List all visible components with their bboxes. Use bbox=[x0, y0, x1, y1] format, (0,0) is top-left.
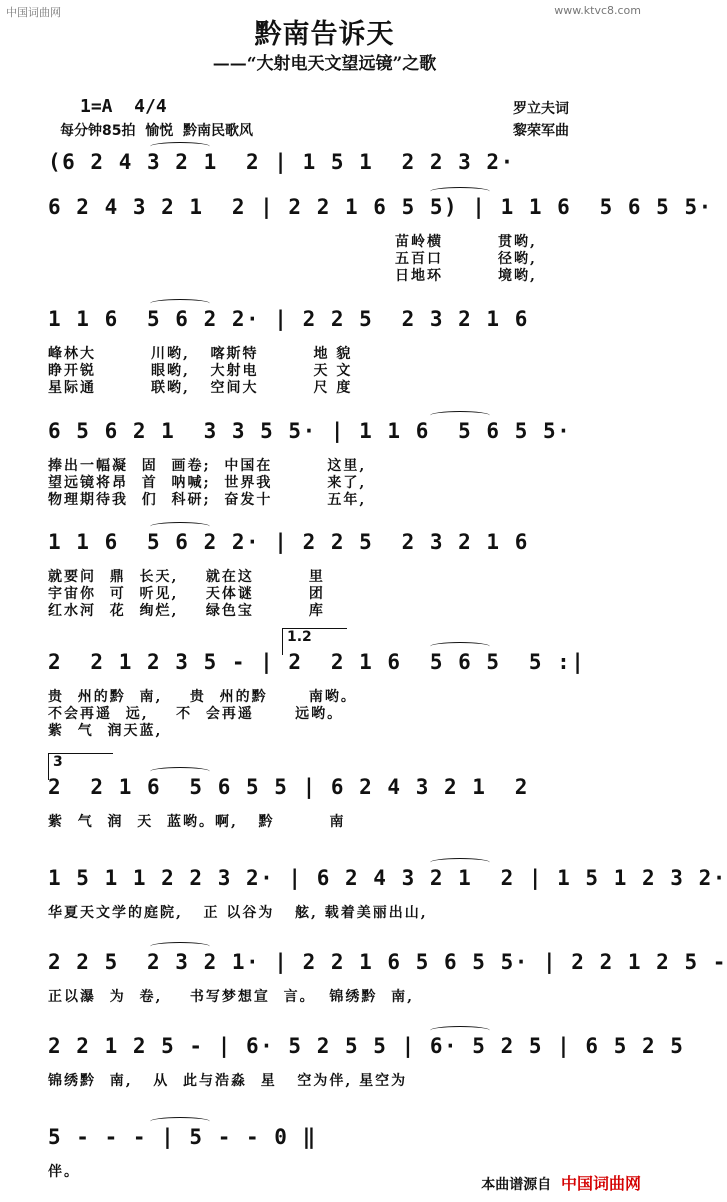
slur-mark bbox=[430, 411, 490, 420]
slur-mark bbox=[430, 642, 490, 651]
lyric-line: 物理期待我 们 科研; 奋发十 五年, bbox=[48, 492, 367, 508]
key-signature: 1=A 4/4 bbox=[80, 96, 167, 117]
song-title: 黔南告诉天 bbox=[254, 19, 395, 50]
slur-mark bbox=[150, 522, 210, 531]
volta-bracket: 3 bbox=[48, 753, 113, 780]
lyric-line: 贵 州的黔 南, 贵 州的黔 南哟。 bbox=[48, 689, 357, 705]
lyric-line: 锦绣黔 南, 从 此与浩淼 星 空为伴, 星空为 bbox=[48, 1073, 408, 1089]
slur-mark bbox=[150, 942, 210, 951]
notation-line: 2 2 1 2 5 - | 6· 5 2 5 5 | 6· 5 2 5 | 6 5 2 5 bbox=[48, 1034, 685, 1058]
lyric-line: 日地环 境哟, bbox=[395, 268, 537, 284]
lyric-line: 红水河 花 绚烂, 绿色宝 库 bbox=[48, 603, 325, 619]
lyric-line: 紫 气 润 天 蓝哟。啊, 黔 南 bbox=[48, 814, 346, 830]
lyric-line: 正以瀑 为 卷, 书写梦想宣 言。 锦绣黔 南, bbox=[48, 989, 414, 1005]
notation-line: 6 5 6 2 1 3 3 5 5· | 1 1 6 5 6 5 5· bbox=[48, 419, 572, 443]
notation-line: 2 2 1 6 5 6 5 5 | 6 2 4 3 2 1 2 bbox=[48, 775, 529, 799]
slur-mark bbox=[150, 299, 210, 308]
slur-mark bbox=[430, 858, 490, 867]
lyric-line: 华夏天文学的庭院, 正 以谷为 舷, 载着美丽出山, bbox=[48, 905, 428, 921]
lyric-line: 宇宙你 可 听见, 天体谜 团 bbox=[48, 586, 325, 602]
watermark-left: 中国词曲网 bbox=[6, 6, 61, 19]
credit-label: 本曲谱源自 bbox=[481, 1177, 552, 1193]
lyric-line: 紫 气 润天蓝, bbox=[48, 723, 163, 739]
source-credit bbox=[481, 1171, 641, 1194]
lyric-line: 五百口 径哟, bbox=[395, 251, 537, 267]
lyric-line: 星际通 联哟, 空间大 尺 度 bbox=[48, 380, 353, 396]
lyricist: 罗立夫词 bbox=[513, 101, 569, 117]
notation-line: (6 2 4 3 2 1 2 | 1 5 1 2 2 3 2· bbox=[48, 150, 515, 174]
slur-mark bbox=[150, 142, 210, 151]
slur-mark bbox=[150, 767, 210, 776]
lyric-line: 望远镜将昂 首 呐喊; 世界我 来了, bbox=[48, 475, 367, 491]
lyric-line: 睁开锐 眼哟, 大射电 天 文 bbox=[48, 363, 353, 379]
volta-bracket: 1.2 bbox=[282, 628, 347, 655]
lyric-line: 就要问 鼎 长天, 就在这 里 bbox=[48, 569, 325, 585]
notation-line: 2 2 1 2 3 5 - | 2 2 1 6 5 6 5 5 :| bbox=[48, 650, 586, 674]
lyric-line: 伴。 bbox=[48, 1164, 80, 1180]
slur-mark bbox=[150, 1117, 210, 1126]
lyric-line: 峰林大 川哟, 喀斯特 地 貌 bbox=[48, 346, 353, 362]
notation-line: 1 5 1 1 2 2 3 2· | 6 2 4 3 2 1 2 | 1 5 1 2 3 2· bbox=[48, 866, 727, 890]
song-subtitle: ——“大射电天文望远镜”之歌 bbox=[212, 54, 437, 74]
lyric-line: 苗岭横 贯哟, bbox=[395, 234, 537, 250]
notation-line: 2 2 5 2 3 2 1· | 2 2 1 6 5 6 5 5· | 2 2 1 2 5 - bbox=[48, 950, 727, 974]
tempo-marking: 每分钟85拍 愉悦 黔南民歌风 bbox=[60, 123, 253, 139]
notation-line: 1 1 6 5 6 2 2· | 2 2 5 2 3 2 1 6 bbox=[48, 307, 529, 331]
composer: 黎荣军曲 bbox=[513, 123, 569, 139]
credit-site: 中国词曲网 bbox=[560, 1174, 641, 1193]
lyric-line: 捧出一幅凝 固 画卷; 中国在 这里, bbox=[48, 458, 367, 474]
slur-mark bbox=[430, 1026, 490, 1035]
notation-line: 6 2 4 3 2 1 2 | 2 2 1 6 5 5) | 1 1 6 5 6 5 5· bbox=[48, 195, 713, 219]
lyric-line: 不会再遥 远, 不 会再遥 远哟。 bbox=[48, 706, 344, 722]
slur-mark bbox=[430, 187, 490, 196]
notation-line: 5 - - - | 5 - - 0 ‖ bbox=[48, 1125, 317, 1149]
watermark-right: www.ktvc8.com bbox=[554, 4, 641, 17]
notation-line: 1 1 6 5 6 2 2· | 2 2 5 2 3 2 1 6 bbox=[48, 530, 529, 554]
